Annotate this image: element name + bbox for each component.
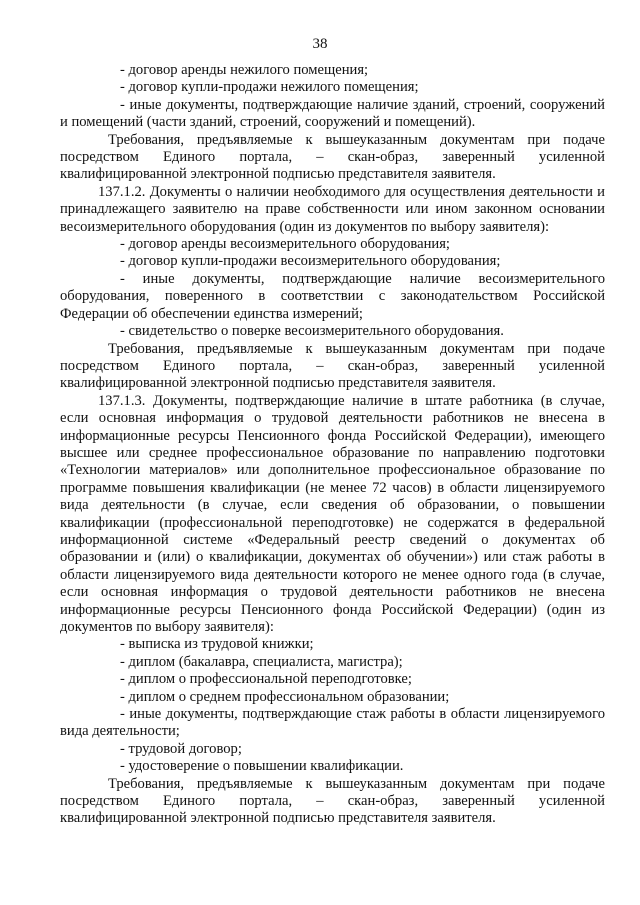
- list-item: - диплом о среднем профессиональном образовании;: [120, 688, 450, 705]
- document-body: [60, 62, 605, 828]
- numbered-paragraph: 137.1.2. Документы о наличии необходимого для осуществления деятельности и принадлежащего заявителю на праве собственности или ином законном основании весоизмерительного оборудования (один из документов по выбору заявителя):: [60, 183, 605, 235]
- list-item: - договор аренды нежилого помещения;: [120, 62, 369, 78]
- list-item: - договор купли-продажи нежилого помещения;: [120, 79, 419, 96]
- list-item: - выписка из трудовой книжки;: [120, 636, 314, 653]
- requirements-paragraph: Требования, предъявляемые к вышеуказанным документам при подаче посредством Единого портала, – скан-образ, заверенный усиленной квалифицированной электронной подписью представителя заявителя.: [60, 131, 605, 183]
- list-item: - диплом (бакалавра, специалиста, магистра);: [120, 653, 403, 670]
- numbered-paragraph: 137.1.3. Документы, подтверждающие наличие в штате работника (в случае, если основная информация о трудовой деятельности работников не внесена в информационные ресурсы Пенсионного фонда Российской Федерации), имеющего высшее или среднее профессиональное образование по направлению подготовки «Технологии материалов» или дополнительное профессиональное образование по программе повышения квалификации (не менее 72 часов) в области лицензируемого вида деятельности (в случае, если сведения об образовании, о повышении квалификации (профессиональной переподготовке) не содержатся в федеральной информационной системе «Федеральный реестр сведений о документах об образовании и (или) о квалификации, документах об обучении») или стаж работы в области лицензируемого вида деятельности которого не менее одного года (в случае, если основная информация о трудовой деятельности работников не внесена информационные ресурсы Пенсионного фонда Российской Федерации) (один из документов по выбору заявителя):: [60, 392, 605, 635]
- list-item: - иные документы, подтверждающие стаж работы в области лицензируемого вида деятельности;: [60, 706, 605, 740]
- requirements-paragraph: Требования, предъявляемые к вышеуказанным документам при подаче посредством Единого портала, – скан-образ, заверенный усиленной квалифицированной электронной подписью представителя заявителя.: [60, 340, 605, 392]
- list-item: - договор купли-продажи весоизмерительного оборудования;: [120, 253, 501, 270]
- list-item: - иные документы, подтверждающие наличие зданий, строений, сооружений и помещений (части зданий, строений, сооружений и помещений).: [60, 96, 605, 131]
- list-item: - свидетельство о поверке весоизмерительного оборудования.: [120, 323, 504, 340]
- list-item: - диплом о профессиональной переподготовке;: [120, 671, 412, 688]
- list-item: - удостоверение о повышении квалификации.: [120, 758, 404, 775]
- list-item: - иные документы, подтверждающие наличие весоизмерительного оборудования, поверенного в соответствии с законодательством Российской Федерации об обеспечении единства измерений;: [60, 270, 605, 322]
- list-item: - договор аренды весоизмерительного оборудования;: [120, 236, 450, 253]
- page-number: 38: [312, 36, 328, 52]
- requirements-paragraph: Требования, предъявляемые к вышеуказанным документам при подаче посредством Единого портала, – скан-образ, заверенный усиленной квалифицированной электронной подписью представителя заявителя.: [60, 775, 605, 827]
- list-item: - трудовой договор;: [120, 740, 242, 757]
